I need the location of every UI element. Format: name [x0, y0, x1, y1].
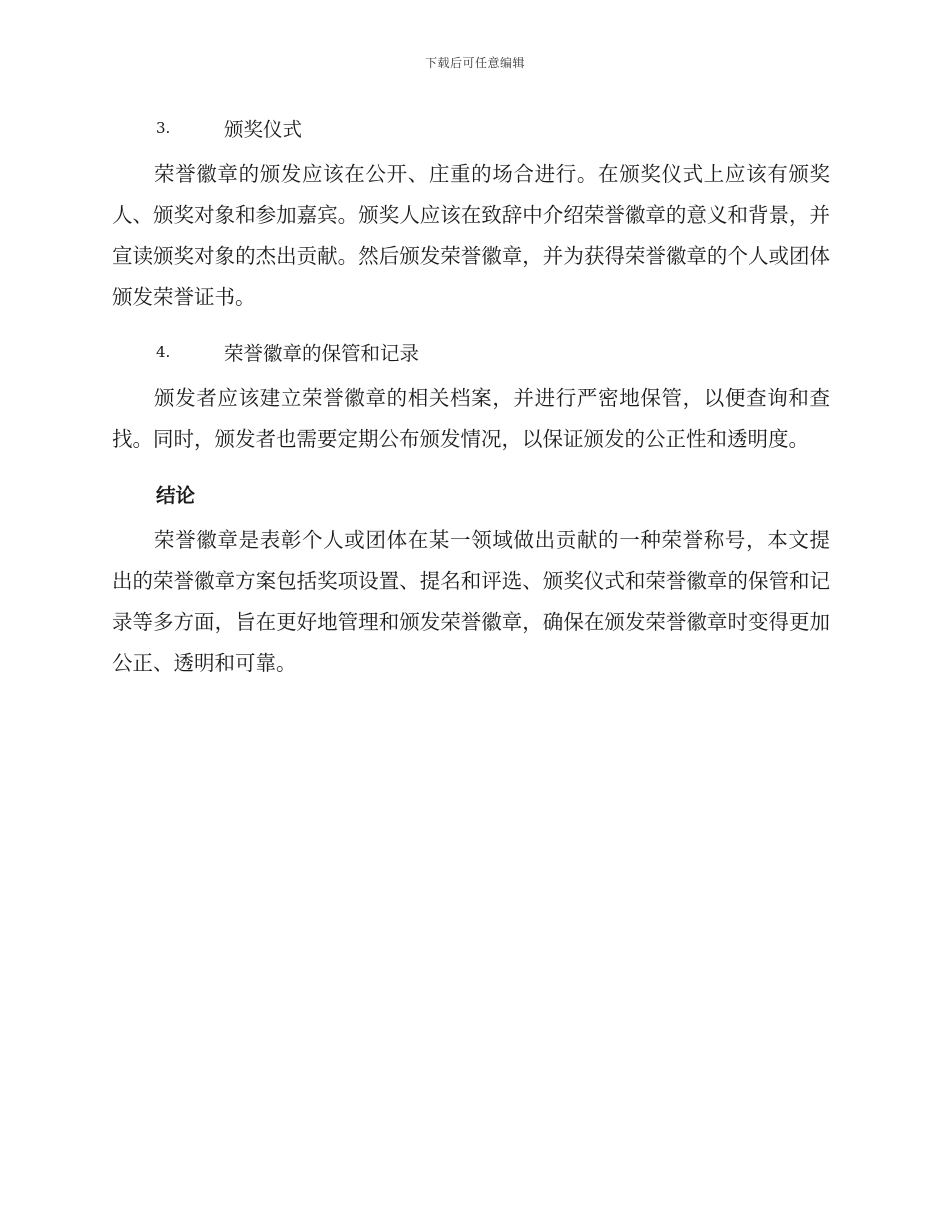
section-title: 颁奖仪式	[224, 118, 303, 141]
section-title: 荣誉徽章的保管和记录	[224, 342, 420, 365]
paragraph-conclusion: 荣誉徽章是表彰个人或团体在某一领域做出贡献的一种荣誉称号，本文提出的荣誉徽章方案包括奖项设置、提名和评选、颁奖仪式和荣誉徽章的保管和记录等多方面，旨在更好地管理和颁发荣誉徽章，确保在颁发荣誉徽章时变得更加公正、透明和可靠。	[112, 528, 830, 675]
document-body	[112, 110, 830, 684]
section-heading-custody	[112, 334, 830, 370]
paragraph-ceremony: 荣誉徽章的颁发应该在公开、庄重的场合进行。在颁奖仪式上应该有颁奖人、颁奖对象和参加嘉宾。颁奖人应该在致辞中介绍荣誉徽章的意义和背景，并宣读颁奖对象的杰出贡献。然后颁发荣誉徽章，并为获得荣誉徽章的个人或团体颁发荣誉证书。	[112, 162, 830, 309]
conclusion-heading: 结论	[156, 484, 196, 507]
section-number: 4.	[156, 343, 171, 361]
section-number: 3.	[156, 119, 171, 137]
paragraph-custody: 颁发者应该建立荣誉徽章的相关档案，并进行严密地保管，以便查询和查找。同时，颁发者也需要定期公布颁发情况，以保证颁发的公正性和透明度。	[112, 386, 830, 451]
page-header-note: 下载后可任意编辑	[424, 56, 525, 70]
section-heading-ceremony	[112, 110, 830, 146]
